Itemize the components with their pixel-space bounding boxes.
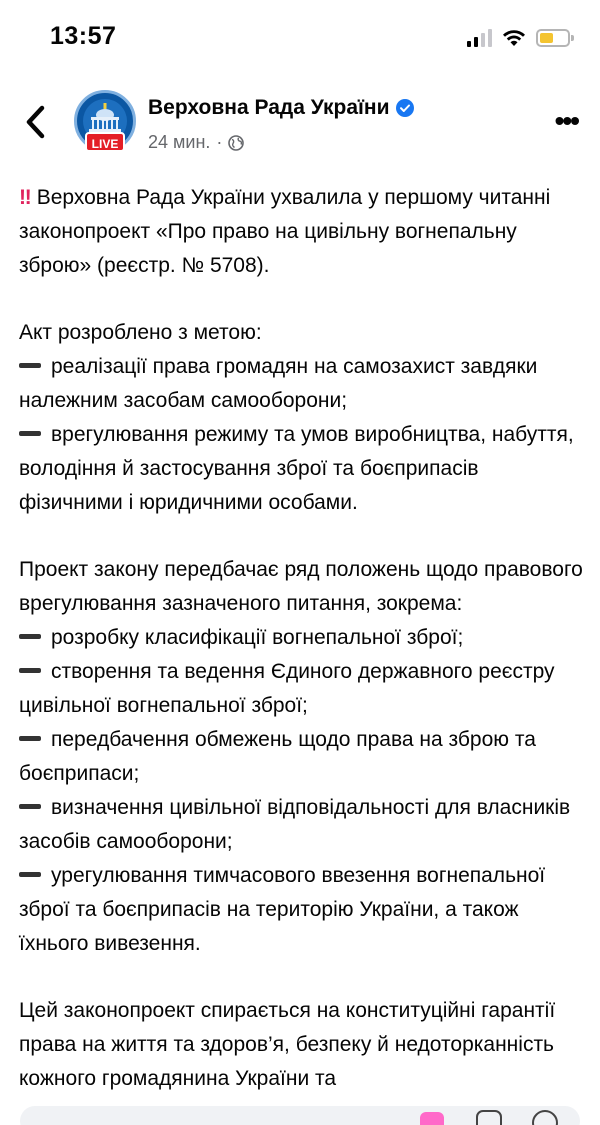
dash-icon	[19, 668, 41, 673]
list-item: передбачення обмежень щодо права на зброю та боєприпаси;	[19, 728, 536, 785]
post-intro: Верховна Рада України ухвалила у першому читанні законопроект «Про право на цивільну вогнепальну зброю» (реєстр. № 5708).	[19, 186, 551, 277]
section2-title: Проект закону передбачає ряд положень щодо правового врегулювання зазначеного питання, зокрема:	[19, 558, 583, 615]
wifi-icon	[502, 29, 526, 47]
battery-icon	[536, 29, 570, 47]
status-icons	[467, 26, 570, 50]
list-item: розробку класифікації вогнепальної зброї;	[19, 621, 584, 655]
sticker-icon[interactable]	[420, 1112, 444, 1125]
live-badge: LIVE	[85, 132, 125, 152]
dash-icon	[19, 363, 41, 368]
post-closing: Цей законопроект спирається на конституційні гарантії права на життя та здоров’я, безпеку й недоторканність кожного громадянина України та	[19, 999, 556, 1090]
post-meta	[148, 132, 244, 153]
more-horizontal-icon[interactable]: •••	[554, 105, 578, 136]
status-time: 13:57	[50, 22, 117, 50]
list-item: врегулювання режиму та умов виробництва, набуття, володіння й застосування зброї та боєприпасів фізичними і юридичними особами.	[19, 423, 574, 514]
double-exclamation-icon: ‼	[19, 186, 31, 209]
post-time[interactable]: 24 мин.	[148, 132, 211, 152]
page-name: Верховна Рада України	[148, 96, 390, 119]
section1-title: Акт розроблено з метою:	[19, 321, 262, 344]
cellular-signal-icon	[467, 29, 492, 47]
dash-icon	[19, 804, 41, 809]
dash-icon	[19, 872, 41, 877]
status-bar	[0, 0, 600, 80]
list-item: реалізації права громадян на самозахист завдяки належним засобам самооборони;	[19, 355, 538, 412]
globe-icon	[228, 135, 244, 151]
camera-icon[interactable]	[476, 1110, 502, 1125]
post-intro-paragraph	[19, 181, 584, 283]
list-item: урегулювання тимчасового ввезення вогнепальної зброї та боєприпасів на територію України, а також їхнього вивезення.	[19, 864, 546, 955]
post-body	[19, 181, 584, 1096]
verified-badge-icon	[396, 99, 414, 117]
chevron-left-icon[interactable]	[20, 102, 52, 142]
meta-separator: ·	[216, 132, 223, 152]
list-item: визначення цивільної відповідальності для власників засобів самооборони;	[19, 796, 571, 853]
dash-icon	[19, 736, 41, 741]
list-item: створення та ведення Єдиного державного реєстру цивільної вогнепальної зброї;	[19, 660, 555, 717]
page-name-link[interactable]	[148, 96, 414, 120]
dash-icon	[19, 634, 41, 639]
post-header	[0, 88, 600, 168]
dash-icon	[19, 431, 41, 436]
